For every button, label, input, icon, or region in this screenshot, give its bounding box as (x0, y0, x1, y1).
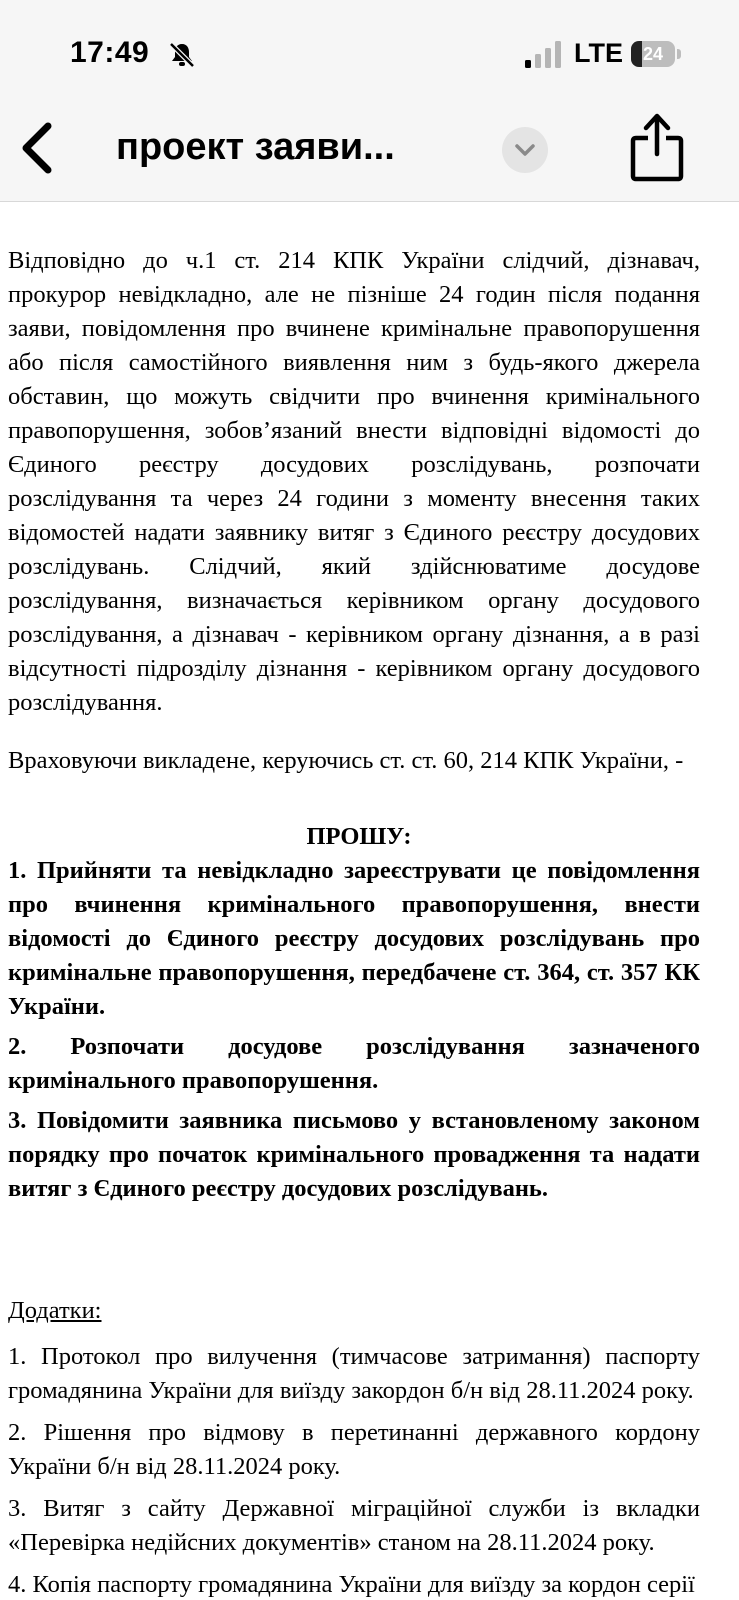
status-time: 17:49 (70, 36, 150, 69)
battery-icon (631, 41, 681, 67)
top-bar (0, 0, 739, 202)
share-icon[interactable] (628, 112, 686, 184)
bell-slash-icon (168, 41, 196, 69)
attachment-item: 4. Копія паспорту громадянина України для виїзду за кордон серії (8, 1571, 695, 1598)
request-item: 2. Розпочати досудове розслідування зазначеного кримінального правопорушення. (8, 1033, 700, 1094)
page-title[interactable]: проект заяви... (116, 126, 395, 168)
attachment-item: 2. Рішення про відмову в перетинанні державного кордону України б/н від 28.11.2024 року. (8, 1419, 700, 1480)
attachments-title: Додатки: (8, 1297, 102, 1324)
chevron-left-icon[interactable] (14, 118, 62, 178)
document-body (8, 244, 700, 1600)
title-menu-button[interactable] (502, 127, 548, 173)
request-heading: ПРОШУ: (306, 823, 412, 850)
attachment-item: 1. Протокол про вилучення (тимчасове затримання) паспорту громадянина України для виїзду закордон б/н від 28.11.2024 року. (8, 1343, 700, 1404)
battery-level: 24 (642, 44, 664, 64)
request-item: 1. Прийняти та невідкладно зареєструвати це повідомлення про вчинення кримінального правопорушення, внести відомості до Єдиного реєстру досудових розслідувань про кримінальне правопорушення, передбачене ст. 364, ст. 357 КК України. (8, 857, 700, 1020)
paragraph-legal-basis: Відповідно до ч.1 ст. 214 КПК України слідчий, дізнавач, прокурор невідкладно, але не пізніше 24 годин після подання заяви, повідомлення про вчинене кримінальне правопорушення або після самостійного виявлення ним з будь-якого джерела обставин, що можуть свідчити про вчинення кримінального правопорушення, зобов’язаний внести відповідні відомості до Єдиного реєстру досудових розслідувань, розпочати розслідування та через 24 години з моменту внесення таких відомостей надати заявнику витяг з Єдиного реєстру досудових розслідувань. Слідчий, який здійснюватиме досудове розслідування, визначається керівником органу досудового розслідування, а дізнавач - керівником органу дізнання, а в разі відсутності підрозділу дізнання - керівником органу досудового розслідування. (8, 247, 700, 716)
chevron-down-icon (513, 140, 537, 160)
request-item: 3. Повідомити заявника письмово у встановленому законом порядку про початок кримінального провадження та надати витяг з Єдиного реєстру досудових розслідувань. (8, 1107, 700, 1202)
attachment-item: 3. Витяг з сайту Державної міграційної служби із вкладки «Перевірка недійсних документів» станом на 28.11.2024 року. (8, 1495, 700, 1556)
paragraph-considering: Враховуючи викладене, керуючись ст. ст. 60, 214 КПК України, - (8, 747, 684, 774)
network-type: LTE (574, 38, 623, 68)
signal-icon (525, 40, 563, 68)
